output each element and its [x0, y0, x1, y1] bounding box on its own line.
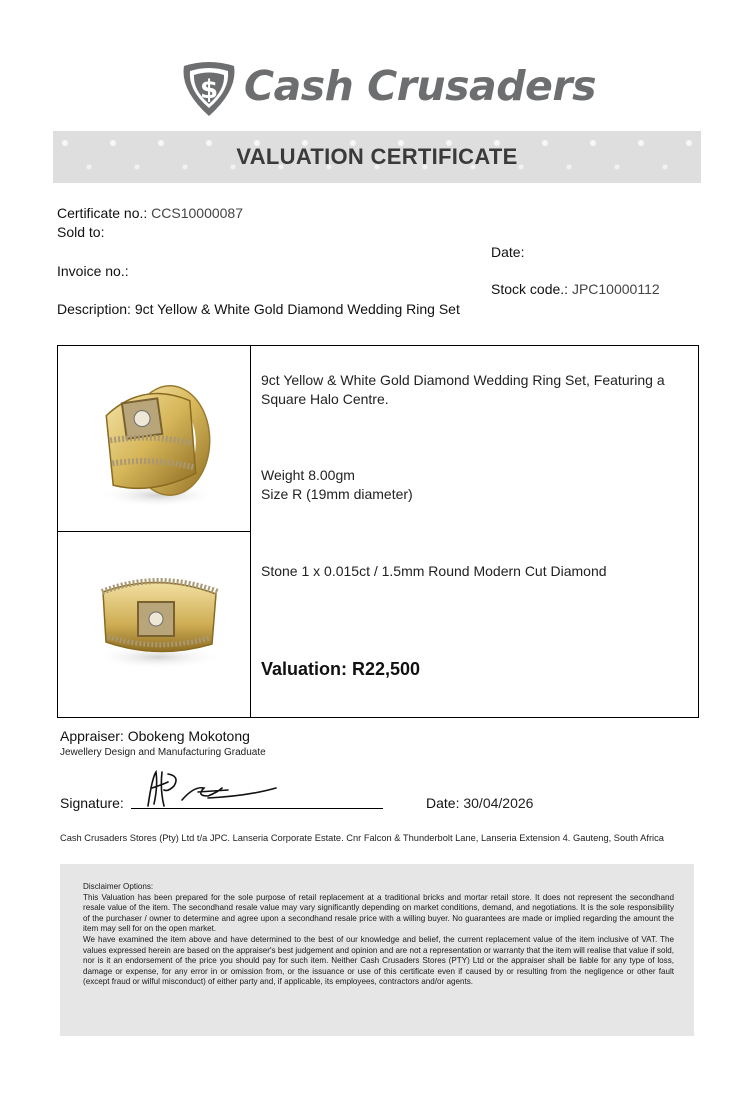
- certificate-number-label: Certificate no.:: [57, 205, 148, 221]
- cash-crusaders-logo: [178, 60, 596, 118]
- item-measurements: [261, 466, 413, 504]
- disclaimer-title: Disclaimer Options:: [83, 882, 154, 891]
- stock-code: [491, 281, 660, 297]
- signature-label: Signature:: [60, 795, 124, 811]
- item-description-line-1: 9ct Yellow & White Gold Diamond Wedding Ring Set, Featuring a: [261, 372, 665, 388]
- svg-text:$: $: [199, 75, 219, 105]
- item-stone-text: Stone 1 x 0.015ct / 1.5mm Round Modern Cut Diamond: [261, 563, 607, 579]
- item-weight: Weight 8.00gm: [261, 467, 355, 483]
- certificate-number: [57, 205, 243, 221]
- date-header: [491, 244, 524, 260]
- stock-code-value: JPC10000112: [571, 281, 660, 297]
- valuation-amount: Valuation: R22,500: [261, 659, 421, 679]
- signature-date-value: 30/04/2026: [463, 795, 534, 811]
- signature-mark: [138, 766, 288, 810]
- description: [57, 301, 460, 317]
- item-images: [58, 346, 251, 717]
- appraiser-title: Jewellery Design and Manufacturing Graduate: [60, 747, 266, 758]
- description-value: 9ct Yellow & White Gold Diamond Wedding Ring Set: [134, 301, 460, 317]
- invoice-number-label: Invoice no.:: [57, 263, 129, 279]
- stock-code-label: Stock code.:: [491, 281, 569, 297]
- disclaimer-paragraph-1: This Valuation has been prepared for the sole purpose of retail replacement at a traditional bricks and mortar retail store. It does not represent the secondhand resale value of the item. The secondhand resale value may vary significantly depending on market conditions, demand, and negotiations. It is the sole responsibility of the purchaser / owner to determine and agree upon a secondhand resale price with a willing buyer. No guarantees are made or implied regarding the amount the item may sell for on the open market.: [83, 892, 674, 934]
- brand-name: Cash Crusaders: [244, 62, 596, 110]
- item-description-line-2: Square Halo Centre.: [261, 391, 389, 407]
- sold-to: [57, 224, 104, 240]
- appraiser-name: Appraiser: Obokeng Mokotong: [60, 728, 250, 744]
- certificate-title: VALUATION CERTIFICATE: [236, 144, 518, 169]
- item-description-block: [261, 371, 665, 409]
- ring-image-front: [58, 346, 250, 532]
- date-header-label: Date:: [491, 244, 525, 260]
- sold-to-label: Sold to:: [57, 224, 105, 240]
- signature-date: [426, 795, 533, 811]
- shield-dollar-icon: [178, 60, 240, 118]
- description-label: Description:: [57, 301, 131, 317]
- certificate-banner: [53, 131, 701, 183]
- item-stone: [261, 562, 607, 581]
- signature-line: [131, 808, 383, 809]
- certificate-number-value: CCS10000087: [151, 205, 244, 221]
- item-details-table: [57, 345, 699, 718]
- signature-date-label: Date:: [426, 795, 460, 811]
- ring-image-side: [58, 532, 250, 717]
- company-address: Cash Crusaders Stores (Pty) Ltd t/a JPC. Lanseria Corporate Estate. Cnr Falcon & Thunderbolt Lane, Lanseria Extension 4. Gauteng, South Africa: [60, 833, 664, 843]
- disclaimer-paragraph-2: We have examined the item above and have determined to the best of our knowledge and belief, the current replacement value of the item inclusive of VAT. The values expressed herein are based on the appraiser's best judgement and opinion and are not a representation or warranty that the item will realise that value if sold, nor is it an endorsement of the price you should pay for such item. Neither Cash Crusaders Stores (PTY) Ltd or the appraiser shall be liable for any type of loss, damage or expense, for any error in or omission from, or the issuance or use of this certificate even if caused by or resulting from the negligence or other fault (except fraud or wilful misconduct) of either party and, if applicable, its employees, contractors and/or agents.: [83, 934, 674, 987]
- invoice-number: [57, 263, 129, 279]
- disclaimer-box: [60, 864, 694, 1036]
- item-size: Size R (19mm diameter): [261, 486, 413, 502]
